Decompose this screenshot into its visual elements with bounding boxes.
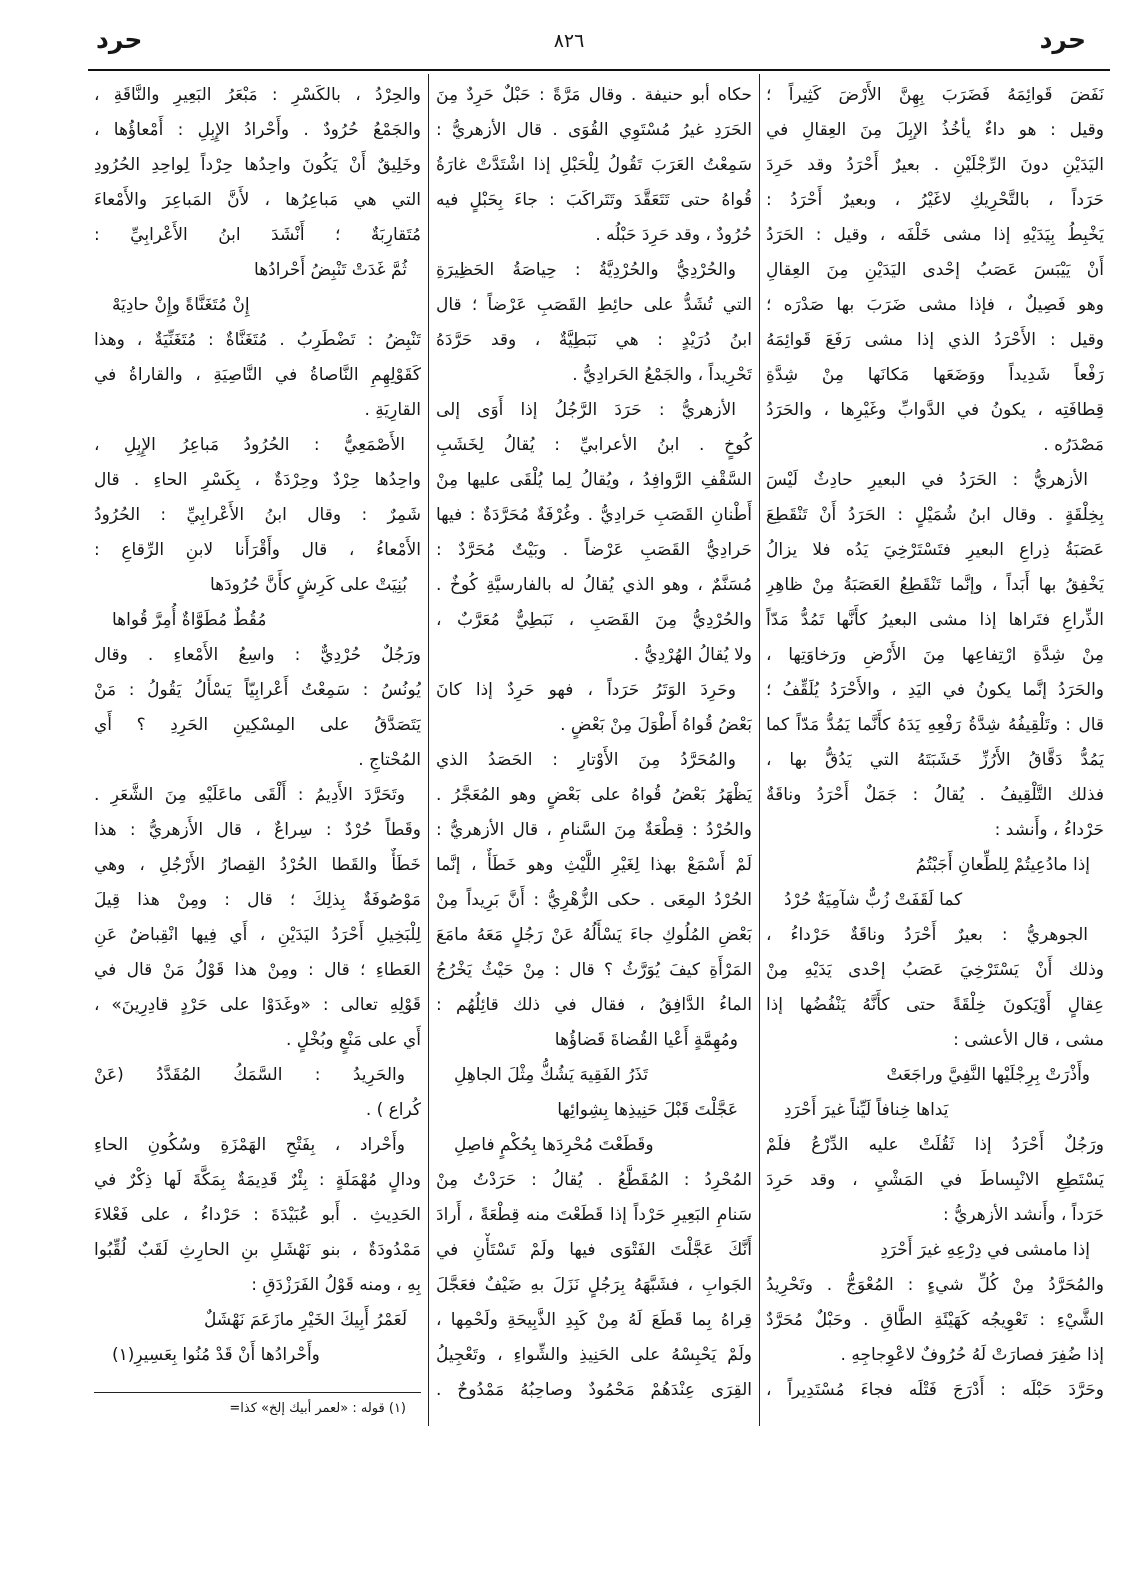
text-line: قُواهُ حتى تَتَعَقَّدَ وتَتَراكَبَ : جاءَ بِحَبْلٍ فيه [436,190,752,210]
text-line: بِخِلْقَةٍ . وقال ابنُ شُمَيْلٍ : الحَرَدُ أَنْ تَنْقَطِعَ [766,505,1104,525]
text-line: عِقالٍ أَوْيَكونَ خِلْقَةً حتى كأَنَّهُ يَنْفُضُها إذا [766,995,1104,1015]
verse-line: بُنِيَتْ على كَرِشٍ كأَنَّ حُرُودَها [209,575,407,595]
column-left [94,78,421,1373]
text-line: رَفْعاً شَدِيداً ووَضَعَها مَكانَها مِنْ شِدَّةِ [766,365,1104,385]
column-divider [759,74,760,1426]
verse-line: وأَحْرادُها أَنْ قَدْ مُنُوا بِعَسِيرِ(١) [112,1345,320,1365]
text-line: وخَلِيقٌ أَنْ يَكُونَ واحِدُها حِرْداً لِواحِدِ الحُرُودِ [94,155,421,175]
text-line: قِراهُ بِما قَطَعَ لَهُ مِنْ كَبِدِ الذَّبِيحَةِ ولَحْمِها ، [436,1310,752,1330]
text-line: بَعْضِ المُلُوكِ جاءَ يَسْأَلُهُ عَنْ رَجُلٍ مَعَهُ مامَعَ [436,925,752,945]
text-line: كَقَوْلِهِمِ النَّاصاةُ في النَّاصِيَةِ ، والقاراةُ في [94,365,421,385]
footnote-rule [94,1392,421,1393]
text-line: والجَمْعُ حُرُودٌ . وأَحْرادُ الإِبِلِ : أَمْعاؤُها ، [94,120,421,140]
text-line: يَسْتَطِعِ الانْبِساطَ في المَشْيِ ، وقد حَرِدَ [766,1170,1104,1190]
text-line: يَظْهَرُ بَعْضُ قُواهُ على بَعْضٍ وهو المُعَجَّرُ . [436,785,752,805]
text-line: مُسَنَّمٌ ، وهو الذي يُقالُ له بالفارسيَّةِ كُوخٌ . [436,575,752,595]
text-line: مَصْدَرُه . [1043,435,1104,455]
text-line: ولَمْ يَحْبِسْهُ على الحَنِيذِ والشِّواءِ ، وتَعْجِيلُ [436,1345,752,1365]
text-line: أَي على مَنْعٍ وبُخْلٍ . [285,1030,421,1050]
verse-line: إِنْ مُتَغَنَّاةً وإِنْ حادِيَهْ [112,295,250,315]
text-line: بَعْضُ قُواهُ أَطْوَلَ مِنْ بَعْضٍ . [560,715,752,735]
text-line: سَنامِ البَعِيرِ حَرْداً إذا قَطَعْتَ منه قِطْعَةً ، أَرادَ [436,1205,752,1225]
text-line: لِلْبَخِيلِ أَحْرَدُ اليَدَيْنِ ، أَي فِيها انْقِباضٌ عَنِ [94,925,421,945]
text-line: تَحْرِيداً ، والجَمْعُ الحَرادِيُّ . [572,365,752,385]
verse-line: مُقُطٌ مُطَوَّاةٌ أُمِرَّ قُواها [112,610,267,630]
text-line: يَمُدُّ دَقَّاقُ الأَرُزِّ خَشَبَتَهُ التي يَدُقُّ بها ، [766,750,1104,770]
text-line: القارِيَةِ . [364,400,421,420]
text-line: حَرادِيُّ القَصَبِ عَرْضاً . وبَيْتٌ مُحَرَّدٌ : [436,540,752,560]
verse-line: وأَذْرَتْ بِرِجْلَيْها النَّفِيَّ وراجَعَتْ [886,1065,1090,1085]
text-line: تَنْبِضُ : تَضْطَرِبُ . مُتَغَنَّاةٌ : مُتَغَنِّيَةٌ ، وهذا [94,330,421,350]
text-line: حَرَداً ، وأَنشد الأزهريُّ : [942,1205,1104,1225]
text-line: شَمِرٌ : وقال ابنُ الأَعْرابِيِّ : الحُرُودُ [94,505,421,525]
text-line: مُتَقارِبَةٌ ؛ أَنْشَدَ ابنُ الأَعْرابِيِّ : [94,225,421,245]
text-line: حكاه أبو حنيفة . وقال مَرَّةً : حَبْلٌ حَرِدٌ مِنَ [436,85,752,105]
page-number: ٨٢٦ [553,30,585,52]
text-line: والحِرْدُ ، بالكَسْرِ : مَبْعَرُ البَعِيرِ والنَّاقَةِ ، [94,85,421,105]
text-line: الماءُ الدَّافِقُ ، فقال في ذلك قائِلُهُم : [436,995,752,1015]
text-line: وقيل : هو داءٌ يأخُذُ الإبِلَ مِنَ العِقالِ في [766,120,1104,140]
text-line: الذِّراعِ فتَراها إذا مشى البعيرُ كأَنَّها تَمُدُّ مَدّاً [766,610,1104,630]
text-line: وحَرِدَ الوَتَرُ حَرَداً ، فهو حَرِدٌ إذا كانَ [436,680,736,700]
header-rule [88,69,1110,71]
text-line: يَتَصَدَّقُ على المِسْكِينِ الحَرِدِ ؟ أَي [94,715,421,735]
text-line: الحُرْدُ المِعَى . حكى الزُّهْرِيُّ : أَنَّ بَرِيداً مِنْ [436,890,752,910]
verse-line: تَذَرُ الفَقِيهَ يَشُكُّ مِثْلَ الجاهِلِ [454,1065,649,1085]
column-divider [428,74,429,1426]
verse-line: ومُهِمَّةٍ أَعْيا القُضاةَ قَضاؤُها [554,1030,738,1050]
text-line: المَرْأَةِ كيفَ يُوَرَّثُ ؟ قال : مِنْ حَيْثُ يَخْرُجُ [436,960,752,980]
header-headword-right: حرد [1039,25,1086,54]
text-line: الشَّيْءِ : تَعْوِيجُه كَهَيْئَةِ الطَّاقِ . وحَبْلٌ مُحَرَّدٌ [766,1310,1104,1330]
text-line: حَرَداً ، بالتَّحْرِيكِ لاغَيْرُ ، وبعيرٌ أَحْرَدُ : [766,190,1104,210]
text-line: لَمْ أَسْمَعْ بهذا لِغَيْرِ اللَّيْثِ وهو خَطَأٌ ، إنَّما [436,855,752,875]
text-line: حُرُودٌ ، وقد حَرِدَ حَبْلُه . [595,225,752,245]
text-line: واحِدُها حِرْدٌ وحِرْدَةٌ ، بِكَسْرِ الحاءِ . قال [94,470,421,490]
text-line: المُحْرِدُ : المُقَطَّعُ . يُقالُ : حَرَدْتُ مِنْ [436,1170,752,1190]
text-line: وذلك أَنْ يَسْتَرْخِيَ عَصَبُ إحْدى يَدَيْهِ مِنْ [766,960,1104,980]
column-middle [436,78,752,1408]
text-line: كُراع ) . [365,1100,421,1120]
text-line: والحَرَدُ إنَّما يكونُ في اليَدِ ، والأَحْرَدُ يُلَقِّفُ ؛ [766,680,1104,700]
text-line: التي تُشَدُّ على حائِطِ القَصَبِ عَرْضاً ؛ قال [436,295,752,315]
text-line: قَوْلِهِ تعالى : «وغَدَوْا على حَرْدٍ قادِرِينَ» ، [94,995,421,1015]
text-line: وهو فَصِيلٌ ، فإذا مشى ضَرَبَ بها صَدْرَه ؛ [766,295,1104,315]
header-headword-left: حرد [96,25,143,54]
text-line: السَّقْفِ الرَّوافِدُ ، ويُقالُ لِما يُلْقَى عليها مِنْ [436,470,752,490]
text-line: الجوهريُّ : بعيرٌ أَحْرَدُ وناقَةٌ حَرْداءُ ، [766,925,1088,945]
verse-line: وقَطَعْتَ مُحْرِدَها بِحُكْمٍ فاصِلِ [454,1135,654,1155]
text-line: الأَمْعاءُ ، قال وأَقْرَأَنا لابنِ الرِّقاعِ : [94,540,421,560]
text-line: يُونُسُ : سَمِعْتُ أَعْرابِيّاً يَسْأَلُ يَقُولُ : مَنْ [94,680,421,700]
text-line: ورَجُلٌ حُرْدِيٌّ : واسِعُ الأَمْعاءِ . وقال [94,645,421,665]
text-line: يَخْبِطُ بِيَدَيْهِ إذا مشى خَلْفَه ، وقيل : الحَرَدُ [766,225,1104,245]
text-line: الجَوابِ ، فشَبَّهَهُ بِرَجُلٍ نَزَلَ بهِ ضَيْفٌ فعَجَّلَ [436,1275,752,1295]
text-line: مَمْدُودَةٌ ، بنو نَهْشَلِ بنِ الحارِثِ لَقَبٌ لُقِّبُوا [94,1240,421,1260]
text-line: بِهِ ، ومنه قَوْلُ الفَرَزْدَقِ : [251,1275,421,1295]
verse-line: يَداها خِنافاً لَيِّناً غيرَ أَحْرَدِ [784,1100,949,1120]
text-line: وأَحْراد ، بِفَتْحِ الهَمْزَةِ وسُكُونِ الحاءِ [94,1135,405,1155]
text-line: العَطاءِ ؛ قال : ومِنْ هذا قَوْلُ مَنْ قال في [94,960,421,980]
text-line: الحَرَدِ غيرُ مُسْتَوِي القُوَى . قال الأزهريُّ : [436,120,752,140]
text-line: أَنَّكَ عَجَّلْتَ الفَتْوَى فيها ولَمْ تَسْتَأْنِ في [436,1240,752,1260]
verse-line: كما لَقَفَتْ زُبٌّ شآمِيَةٌ حُرْدُ [784,890,963,910]
text-line: القِرَى عِنْدَهُمْ مَحْمُودٌ وصاحِبُهُ مَمْدُوحٌ . [436,1380,752,1400]
text-line: قِطافَتِه ، يكونُ في الدَّوابِّ وغَيْرِها ، والحَرَدُ [766,400,1104,420]
text-line: مشى ، قال الأعشى : [953,1030,1104,1050]
text-line: ابنُ دُرَيْدٍ : هي نَبَطِيَّةٌ ، وقد حَرَّدَهُ [436,330,752,350]
text-line: ولا يُقالُ الهُرْدِيُّ . [633,645,752,665]
text-line: يَخْفِقُ بها أَبَداً ، وإنَّما تَنْقَطِعُ العَصَبَةُ مِنْ ظاهِرِ [766,575,1104,595]
text-line: قال : وتَلْقِيفُهُ شِدَّةُ رَفْعِهِ يَدَهُ كأَنَّما يَمُدُّ مَدّاً كما [766,715,1104,735]
text-line: حَرْداءُ ، وأَنشد : [994,820,1104,840]
text-line: المُحْتاجِ . [358,750,421,770]
verse-line: إذا مادُعِيتُمْ لِلطِّعانِ أَجَبْتُمُ [915,855,1090,875]
footnote: (١) قوله : «لعمر أبيك إلخ» كذا= [229,1401,406,1416]
text-line: وقيل : الأَحْرَدُ الذي إذا مشى رَفَعَ قَوائِمَهُ [766,330,1104,350]
text-line: الحَدِيثِ . أَبو عُبَيْدَةَ : حَرْداءُ ، على فَعْلاءَ [94,1205,421,1225]
text-line: والحُرْدِيُّ مِنَ القَصَبِ ، نَبَطِيٌّ مُعَرَّبٌ ، [436,610,752,630]
text-line: التي هي مَباعِرُها ، لأَنَّ المَباعِرَ والأَمْعاءَ [94,190,421,210]
text-line: والحَرِيدُ : السَّمَكُ المُقَدَّدُ (عَنْ [94,1065,405,1085]
text-line: وتَحَرَّدَ الأَدِيمُ : أَلْقَى ماعَلَيْهِ مِنَ الشَّعَرِ . [94,785,405,805]
verse-line: إذا مامشى في دِرْعِهِ غيرَ أَحْرَدِ [880,1240,1090,1260]
text-line: الأزهريُّ : الحَرَدُ في البعيرِ حادِثٌ لَيْسَ [766,470,1088,490]
text-line: الأزهريُّ : حَرَدَ الرَّجُلُ إذا أَوَى إلى [436,400,736,420]
text-line: والمُحَرَّدُ مِنَ الأَوْتارِ : الحَصَدُ الذي [436,750,736,770]
text-line: كُوخٍ . ابنُ الأعرابيِّ : يُقالُ لِخَشَبِ [436,435,752,455]
text-line: عَصَبَةُ ذِراعِ البعيرِ فتَسْتَرْخِيَ يَدُه فلا يزالُ [766,540,1104,560]
verse-line: ثُمَّ غَدَتْ تَنْبِضُ أَحْرادُها [254,260,407,280]
text-line: وحَرَّدَ حَبْلَه : أَدْرَجَ فَتْلَه فجاءَ مُسْتَدِيراً ، [766,1380,1104,1400]
text-line: أَنْ يَيْبَسَ عَصَبُ إحْدى اليَدَيْنِ مِنَ العِقالِ [766,260,1104,280]
text-line: والمُحَرَّدُ مِنْ كُلِّ شيءٍ : المُعْوَجُّ . وتَحْرِيدُ [766,1275,1104,1295]
text-line: ورَجُلٌ أَحْرَدُ إذا ثَقُلَتْ عليه الدِّرْعُ فلَمْ [766,1135,1104,1155]
text-line: سَمِعْتُ العَرَبَ تَقُولُ لِلْحَبْلِ إذا اشْتَدَّتْ غارَةُ [436,155,752,175]
verse-line: لَعَمْرُ أَبِيكَ الخَيْرِ مازَعَمَ نَهْشَلٌ [203,1310,407,1330]
text-line: خَطَأٌ والقَطا الحُرْدُ القِصارُ الأَرْجُلِ ، وهي [94,855,421,875]
text-line: الأَصْمَعِيُّ : الحُرُودُ مَباعِرُ الإِبِلِ ، [94,435,405,455]
text-line: مَوْصُوفَةٌ بِذلِكَ ؛ قال : ومِنْ هذا قِيلَ [94,890,421,910]
text-line: والحُرْدِيُّ والحُرْدِيَّةُ : حِياصَةُ الحَظِيرَةِ [436,260,736,280]
verse-line: عَجَّلْتَ قَبْلَ حَنِيذِها بِشِوائِها [557,1100,738,1120]
text-line: مِنْ شِدَّةِ ارْتِفاعِها مِنَ الأَرْضِ ورَخاوَتِها ، [766,645,1104,665]
text-line: نَفَضَ قَوائِمَهُ فَضَرَبَ بِهِنَّ الأَرْضَ كَثِيراً ؛ [766,85,1104,105]
text-line: وقَطاً حُرْدٌ : سِراعٌ ، قال الأَزهريُّ : هذا [94,820,421,840]
text-line: فذلك التَّلْقِيفُ . يُقالُ : جَمَلٌ أَحْرَدُ وناقَةٌ [766,785,1104,805]
text-line: اليَدَيْنِ دونَ الرِّجْلَيْنِ . بعيرٌ أَحْرَدُ وقد حَرِدَ [766,155,1104,175]
column-right [766,78,1104,1408]
text-line: ودالٍ مُهْمَلَةٍ : بِئْرٌ قَدِيمَةٌ بِمَكَّةَ لَها ذِكْرٌ في [94,1170,421,1190]
text-line: أَطْنانِ القَصَبِ حَرادِيُّ . وغُرْفَةٌ مُحَرَّدَةٌ : فيها [436,505,752,525]
text-line: إذا ضُفِرَ فصارَتْ لَهُ حُرُوفٌ لاعْوِجاجِهِ . [840,1345,1104,1365]
text-line: والحُرْدُ : قِطْعَةٌ مِنَ السَّنامِ ، قال الأزهريُّ : [436,820,752,840]
